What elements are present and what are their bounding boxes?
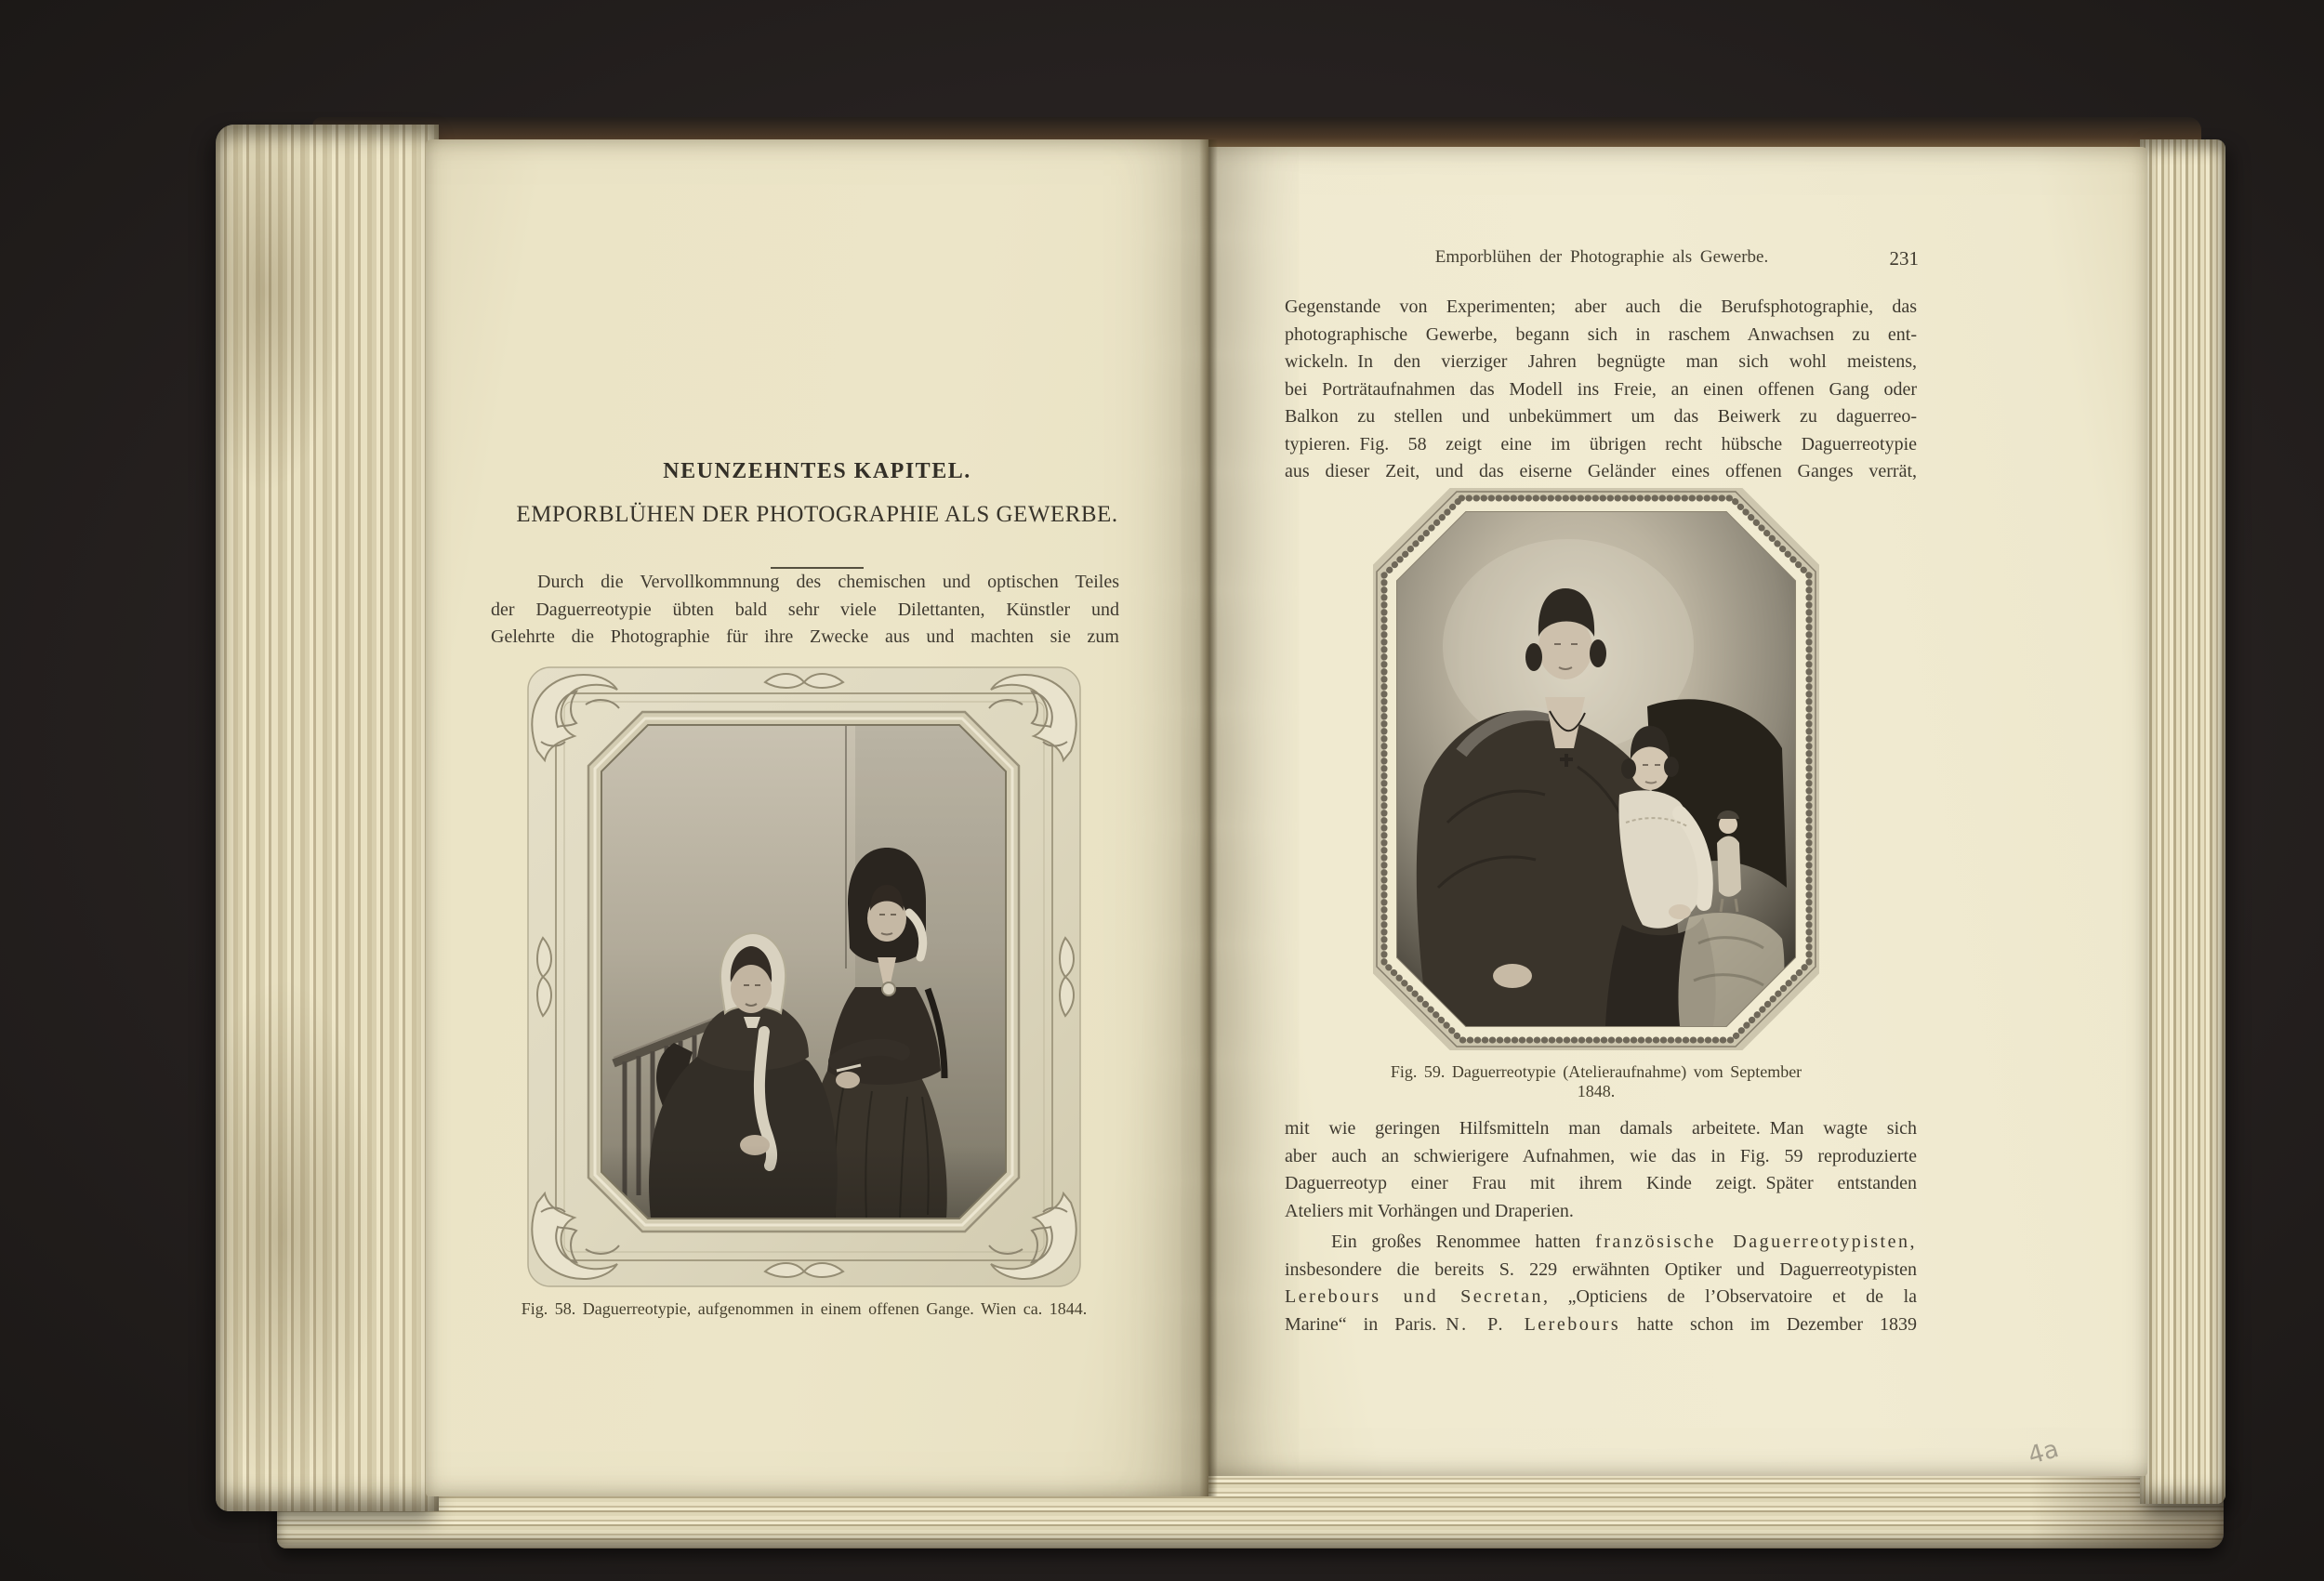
intro-paragraph: Durch die Vervollkommnung des chemischen und optischen Teiles der Daguerreotypie übten bald sehr viele Dilettanten, Künstler und Gelehrte die Photographie für ihre Zwecke aus und machten sie zum (491, 572, 1119, 647)
pencil-mark: 4a (2025, 1435, 2062, 1470)
page-edges-right (2140, 139, 2225, 1504)
page-number: 231 (1889, 247, 1919, 270)
figure-59 (1373, 488, 1819, 1100)
page-edges-left (216, 125, 439, 1511)
running-header-title: Emporblühen der Photographie als Gewerbe. (1434, 247, 1769, 267)
brooch (882, 982, 895, 995)
body-paragraph-bottom: Ein großes Renommee hatten französische Daguerreotypisten, insbesondere die bereits S. 229 erwähnten Optiker und Daguerreotypisten Lerebours und Secretan, „Opticiens de l’Observatoire et de la Marine“ in Paris. N. P. Lerebours hatte schon im Dezember 1839 (1285, 1232, 1918, 1335)
hand (836, 1072, 860, 1088)
body-paragraph-mid: mit wie geringen Hilfsmitteln man damals arbeitete. Man wagte sich aber auch an schwierigere Aufnahmen, wie das in Fig. 59 reproduzierte Daguerreotyp einer Frau mit ihrem Kinde zeigt. Später entstanden Ateliers mit Vorhängen und Draperien. (1285, 1118, 1917, 1221)
figure-58-illustration (521, 662, 1088, 1292)
page-left (426, 139, 1208, 1496)
body-paragraph-top: Gegenstande von Experimenten; aber auch die Berufsphotographie, das photographische Gewerbe, begann sich in raschem Anwachsen zu ent- wickeln. In den vierziger Jahren begnügte man sich wohl meistens, bei Porträtaufnahmen das Modell ins Freie, an einen offenen Gang oder Balkon zu stellen und unbekümmert um das Beiwerk zu daguerreo- typieren. Fig. 58 zeigt eine im übrigen recht hübsche Daguerreotypie aus dieser Zeit, und das eiserne Geländer eines offenen Ganges verrät, (1285, 296, 1917, 481)
book-gutter-shadow (1199, 139, 1218, 1496)
page-right (1208, 147, 2147, 1476)
figure-59-illustration (1373, 488, 1819, 1050)
chapter-heading: NEUNZEHNTES KAPITEL. (663, 459, 971, 483)
figure-58-photo (601, 725, 1006, 1219)
chapter-subheading: EMPORBLÜHEN DER PHOTOGRAPHIE ALS GEWERBE. (516, 502, 1118, 527)
figure-59-photo (1397, 512, 1795, 1026)
hand (1669, 904, 1691, 919)
figure-59-caption: Fig. 59. Daguerreotypie (Atelieraufnahme) vom September 1848. (1390, 1062, 1802, 1100)
hand (1493, 964, 1532, 988)
running-header (1285, 247, 1919, 268)
figure-58 (521, 662, 1088, 1318)
figure-58-caption: Fig. 58. Daguerreotypie, aufgenommen in einem offenen Gange. Wien ca. 1844. (521, 1299, 1088, 1318)
